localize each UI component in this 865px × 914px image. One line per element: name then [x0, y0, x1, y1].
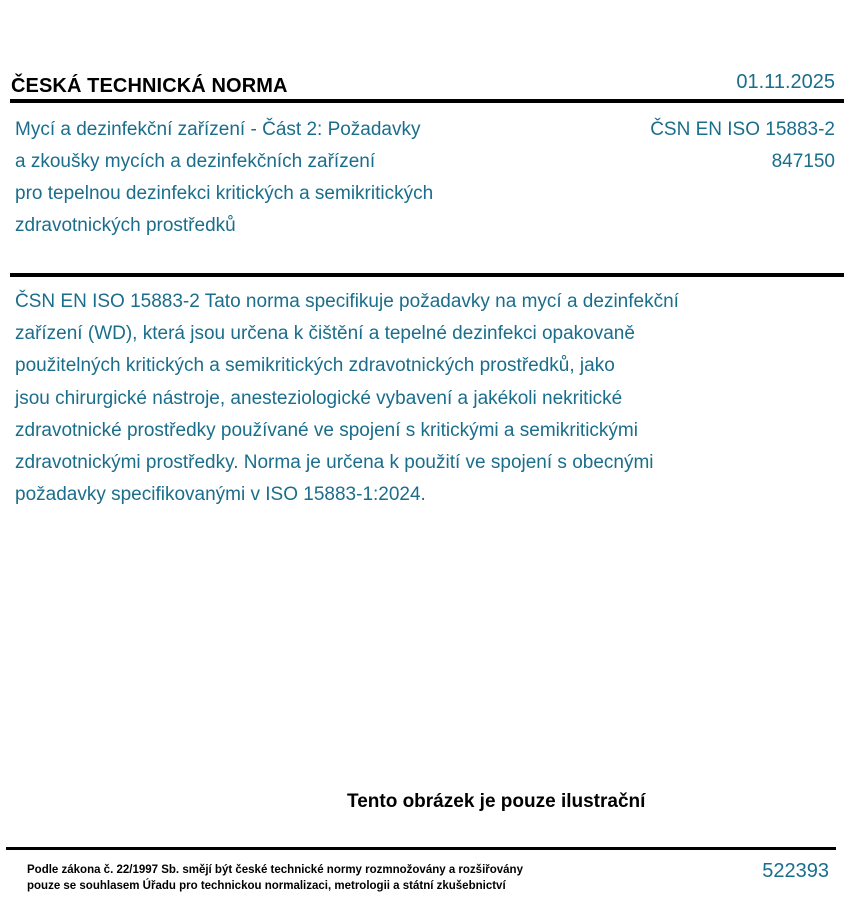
standard-title-line: zdravotnických prostředků — [15, 215, 236, 236]
abstract-line: zařízení (WD), která jsou určena k čištění a tepelné dezinfekci opakovaně — [15, 323, 635, 345]
abstract-line: použitelných kritických a semikritických zdravotnických prostředků, jako — [15, 355, 615, 377]
legal-notice-line: Podle zákona č. 22/1997 Sb. smějí být české technické normy rozmnožovány a rozšiřovány — [27, 864, 523, 876]
document-id: 522393 — [762, 860, 829, 882]
standard-title-line: a zkoušky mycích a dezinfekčních zařízení — [15, 151, 376, 172]
footer-divider — [6, 847, 836, 850]
legal-notice — [27, 862, 523, 894]
publication-date: 01.11.2025 — [736, 71, 835, 93]
header-divider — [10, 99, 844, 103]
document-type-title: ČESKÁ TECHNICKÁ NORMA — [11, 75, 288, 97]
abstract-line: jsou chirurgické nástroje, anesteziologické vybavení a jakékoli nekritické — [15, 387, 623, 409]
standard-identifiers — [650, 114, 835, 178]
standard-title — [15, 114, 535, 242]
abstract-line: zdravotnickými prostředky. Norma je určena k použití ve spojení s obecnými — [15, 452, 654, 474]
standard-code: ČSN EN ISO 15883-2 — [650, 119, 835, 140]
illustrative-note: Tento obrázek je pouze ilustrační — [347, 791, 646, 812]
abstract — [15, 286, 835, 511]
standard-title-line: pro tepelnou dezinfekci kritických a semikritických — [15, 183, 434, 204]
standard-title-line: Mycí a dezinfekční zařízení - Část 2: Požadavky — [15, 119, 421, 140]
classification-number: 847150 — [771, 151, 835, 172]
abstract-line: ČSN EN ISO 15883-2 Tato norma specifikuje požadavky na mycí a dezinfekční — [15, 291, 679, 312]
legal-notice-line: pouze se souhlasem Úřadu pro technickou normalizaci, metrologii a státní zkušebnictví — [27, 880, 506, 892]
abstract-line: zdravotnické prostředky používané ve spojení s kritickými a semikritickými — [15, 419, 638, 441]
abstract-line: požadavky specifikovanými v ISO 15883-1:2024. — [15, 484, 426, 506]
title-divider — [10, 273, 844, 277]
